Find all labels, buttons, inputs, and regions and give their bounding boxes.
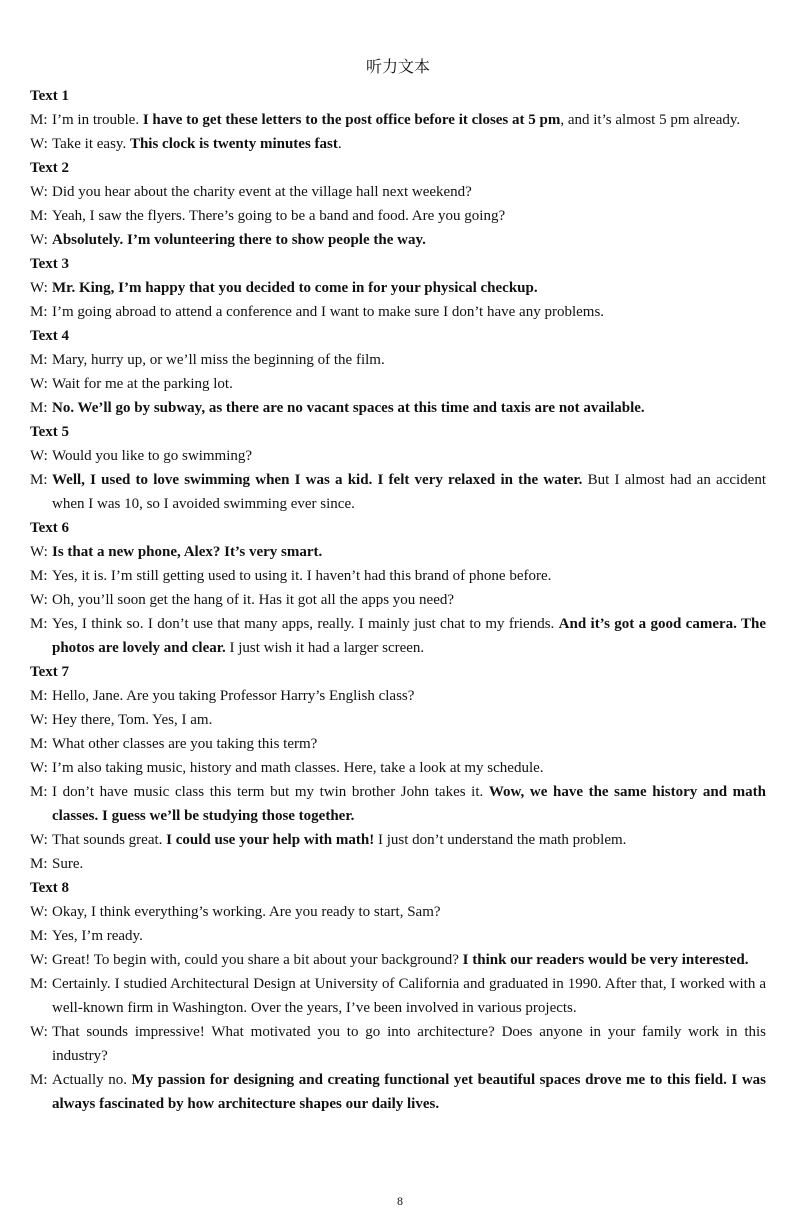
dialogue-line bbox=[30, 204, 766, 228]
utterance bbox=[52, 540, 766, 564]
dialogue-line bbox=[30, 300, 766, 324]
speaker-label: W: bbox=[30, 184, 48, 200]
key-sentence: I could use your help with math! bbox=[166, 832, 375, 848]
utterance bbox=[52, 684, 766, 708]
utterance-text: Yeah, I saw the flyers. There’s going to be a band and food. Are you going? bbox=[52, 208, 506, 224]
text-heading: Text 6 bbox=[30, 520, 70, 536]
dialogue-line bbox=[30, 276, 766, 300]
key-sentence: My passion for designing and creating functional yet beautiful spaces drove me to this field. I was always fascinated by how architecture shapes our daily lives. bbox=[52, 1072, 766, 1112]
dialogue-line bbox=[30, 396, 766, 420]
utterance-text: , and it’s almost 5 pm already. bbox=[560, 112, 741, 128]
utterance bbox=[52, 564, 766, 588]
utterance bbox=[52, 708, 766, 732]
utterance bbox=[52, 948, 766, 972]
utterance-text: What other classes are you taking this term? bbox=[52, 736, 318, 752]
utterance bbox=[52, 348, 766, 372]
utterance bbox=[52, 972, 766, 1020]
text-heading: Text 8 bbox=[30, 880, 70, 896]
utterance bbox=[52, 900, 766, 924]
key-sentence: This clock is twenty minutes fast bbox=[129, 136, 338, 152]
utterance-text: Yes, I think so. I don’t use that many apps, really. I mainly just chat to my friends. bbox=[52, 616, 559, 632]
text-heading: Text 1 bbox=[30, 88, 70, 104]
utterance bbox=[52, 444, 766, 468]
transcript bbox=[30, 84, 766, 1116]
dialogue-line bbox=[30, 444, 766, 468]
text-heading: Text 5 bbox=[30, 424, 70, 440]
page-number: 8 bbox=[397, 1194, 403, 1208]
utterance-text: Did you hear about the charity event at the village hall next weekend? bbox=[52, 184, 472, 200]
speaker-label: M: bbox=[30, 784, 48, 800]
speaker-label: M: bbox=[30, 856, 48, 872]
utterance bbox=[52, 204, 766, 228]
key-sentence: Wow, we have the same history and math classes. I guess we’ll be studying those together. bbox=[52, 784, 766, 824]
utterance-text: Actually no. bbox=[52, 1072, 132, 1088]
utterance bbox=[52, 828, 766, 852]
speaker-label: W: bbox=[30, 904, 48, 920]
utterance bbox=[52, 372, 766, 396]
dialogue-line bbox=[30, 348, 766, 372]
utterance-text: Hey there, Tom. Yes, I am. bbox=[52, 712, 213, 728]
key-sentence: No. We’ll go by subway, as there are no vacant spaces at this time and taxis are not available. bbox=[52, 400, 645, 416]
utterance bbox=[52, 924, 766, 948]
utterance-text: Take it easy. bbox=[52, 136, 130, 152]
dialogue-line bbox=[30, 180, 766, 204]
utterance bbox=[52, 612, 766, 660]
speaker-label: W: bbox=[30, 280, 48, 296]
utterance-text: I just don’t understand the math problem. bbox=[374, 832, 627, 848]
utterance-text: Mary, hurry up, or we’ll miss the beginning of the film. bbox=[52, 352, 385, 368]
dialogue-line bbox=[30, 1020, 766, 1068]
dialogue-line bbox=[30, 588, 766, 612]
speaker-label: W: bbox=[30, 448, 48, 464]
text-heading: Text 2 bbox=[30, 160, 70, 176]
utterance-text: Hello, Jane. Are you taking Professor Harry’s English class? bbox=[52, 688, 415, 704]
speaker-label: M: bbox=[30, 928, 48, 944]
speaker-label: W: bbox=[30, 136, 48, 152]
utterance bbox=[52, 780, 766, 828]
speaker-label: M: bbox=[30, 112, 48, 128]
utterance-text: I’m going abroad to attend a conference and I want to make sure I don’t have any problems. bbox=[52, 304, 605, 320]
speaker-label: W: bbox=[30, 232, 48, 248]
speaker-label: W: bbox=[30, 376, 48, 392]
utterance bbox=[52, 396, 766, 420]
utterance bbox=[52, 1020, 766, 1068]
utterance-text: Sure. bbox=[52, 856, 84, 872]
dialogue-line bbox=[30, 108, 766, 132]
speaker-label: M: bbox=[30, 304, 48, 320]
key-sentence: I have to get these letters to the post office before it closes at 5 pm bbox=[142, 112, 561, 128]
dialogue-line bbox=[30, 372, 766, 396]
dialogue-line bbox=[30, 900, 766, 924]
dialogue-line bbox=[30, 948, 766, 972]
speaker-label: M: bbox=[30, 472, 48, 488]
page-title: 听力文本 bbox=[365, 59, 430, 76]
dialogue-line bbox=[30, 780, 766, 828]
utterance-text: That sounds great. bbox=[52, 832, 167, 848]
speaker-label: M: bbox=[30, 352, 48, 368]
key-sentence: Absolutely. I’m volunteering there to show people the way. bbox=[52, 232, 426, 248]
utterance-text: Oh, you’ll soon get the hang of it. Has it got all the apps you need? bbox=[52, 592, 455, 608]
utterance-text: Great! To begin with, could you share a bit about your background? bbox=[52, 952, 463, 968]
utterance bbox=[52, 300, 766, 324]
speaker-label: W: bbox=[30, 592, 48, 608]
speaker-label: M: bbox=[30, 1072, 48, 1088]
utterance-text: I just wish it had a larger screen. bbox=[225, 640, 425, 656]
dialogue-line bbox=[30, 684, 766, 708]
utterance bbox=[52, 180, 766, 204]
key-sentence: Is that a new phone, Alex? It’s very smart. bbox=[52, 544, 323, 560]
dialogue-line bbox=[30, 612, 766, 660]
dialogue-line bbox=[30, 564, 766, 588]
speaker-label: W: bbox=[30, 1024, 48, 1040]
dialogue-line bbox=[30, 228, 766, 252]
utterance-text: I’m also taking music, history and math classes. Here, take a look at my schedule. bbox=[52, 760, 544, 776]
key-sentence: Well, I used to love swimming when I was a kid. I felt very relaxed in the water. bbox=[52, 472, 583, 488]
speaker-label: M: bbox=[30, 688, 48, 704]
key-sentence: And it’s got a good camera. The photos are lovely and clear. bbox=[52, 616, 766, 656]
speaker-label: W: bbox=[30, 712, 48, 728]
key-sentence: Mr. King, I’m happy that you decided to come in for your physical checkup. bbox=[52, 280, 538, 296]
speaker-label: W: bbox=[30, 760, 48, 776]
utterance bbox=[52, 276, 766, 300]
dialogue-line bbox=[30, 972, 766, 1020]
utterance bbox=[52, 1068, 766, 1116]
utterance-text: But I almost had an accident when I was 10, so I avoided swimming ever since. bbox=[52, 472, 767, 512]
utterance bbox=[52, 732, 766, 756]
utterance-text: . bbox=[337, 136, 342, 152]
speaker-label: W: bbox=[30, 832, 48, 848]
utterance-text: That sounds impressive! What motivated you to go into architecture? Does anyone in your family work in this industry? bbox=[52, 1024, 766, 1064]
utterance bbox=[52, 852, 766, 876]
utterance bbox=[52, 108, 766, 132]
speaker-label: W: bbox=[30, 952, 48, 968]
dialogue-line bbox=[30, 1068, 766, 1116]
speaker-label: M: bbox=[30, 208, 48, 224]
utterance-text: Yes, it is. I’m still getting used to using it. I haven’t had this brand of phone before. bbox=[52, 568, 552, 584]
utterance bbox=[52, 756, 766, 780]
text-heading: Text 7 bbox=[30, 664, 70, 680]
speaker-label: M: bbox=[30, 976, 48, 992]
text-heading: Text 3 bbox=[30, 256, 70, 272]
speaker-label: W: bbox=[30, 544, 48, 560]
dialogue-line bbox=[30, 828, 766, 852]
dialogue-line bbox=[30, 732, 766, 756]
utterance-text: Certainly. I studied Architectural Design at University of California and graduated in 1990. After that, I worked with a well-known firm in Washington. Over the years, I’ve been involved in various projects. bbox=[52, 976, 766, 1016]
dialogue-line bbox=[30, 132, 766, 156]
text-heading: Text 4 bbox=[30, 328, 70, 344]
utterance-text: I’m in trouble. bbox=[52, 112, 143, 128]
utterance bbox=[52, 228, 766, 252]
speaker-label: M: bbox=[30, 568, 48, 584]
utterance-text: Would you like to go swimming? bbox=[52, 448, 253, 464]
key-sentence: I think our readers would be very interested. bbox=[462, 952, 749, 968]
utterance bbox=[52, 588, 766, 612]
utterance-text: Yes, I’m ready. bbox=[52, 928, 143, 944]
speaker-label: M: bbox=[30, 616, 48, 632]
dialogue-line bbox=[30, 468, 766, 516]
utterance-text: I don’t have music class this term but my twin brother John takes it. bbox=[52, 784, 489, 800]
dialogue-line bbox=[30, 852, 766, 876]
dialogue-line bbox=[30, 924, 766, 948]
dialogue-line bbox=[30, 756, 766, 780]
dialogue-line bbox=[30, 708, 766, 732]
dialogue-line bbox=[30, 540, 766, 564]
utterance bbox=[52, 468, 766, 516]
speaker-label: M: bbox=[30, 400, 48, 416]
utterance-text: Okay, I think everything’s working. Are you ready to start, Sam? bbox=[52, 904, 441, 920]
speaker-label: M: bbox=[30, 736, 48, 752]
utterance-text: Wait for me at the parking lot. bbox=[52, 376, 233, 392]
utterance bbox=[52, 132, 766, 156]
